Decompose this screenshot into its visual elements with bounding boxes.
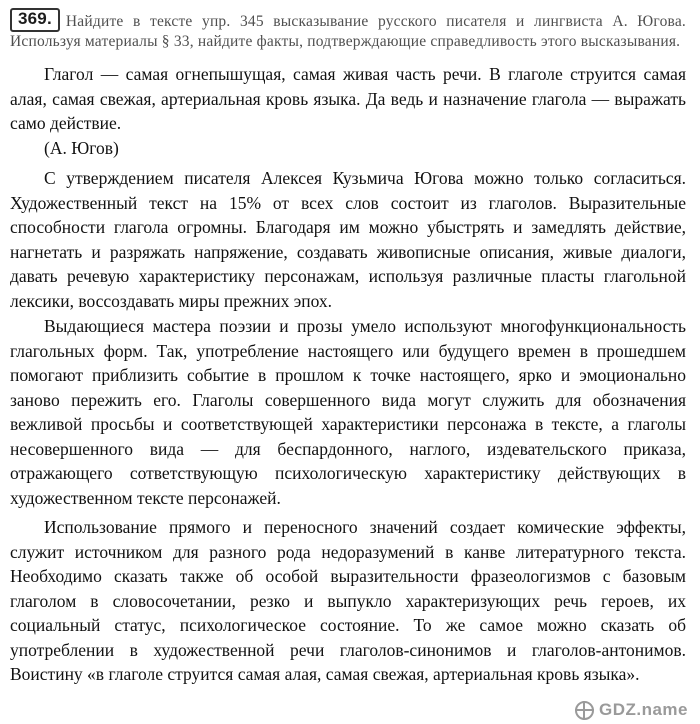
- quote-attribution: (А. Югов): [44, 137, 119, 158]
- quote-paragraph: Глагол — самая огнепышущая, самая живая часть речи. В глаголе струится самая алая, самая свежая, артериальная кровь языка. Да ведь и назначение глагола — выражать само действие.: [10, 64, 686, 134]
- watermark-label: GDZ.name: [598, 700, 688, 719]
- exercise-instruction: Найдите в тексте упр. 345 высказывание русского писателя и лингвиста А. Югова. Используя материалы § 33, найдите факты, подтверждающие справедливость этого высказывания.: [10, 13, 686, 51]
- exercise-header: [10, 8, 686, 52]
- answer-paragraph-2: Выдающиеся мастера поэзии и прозы умело используют многофункциональность глагольных форм. Так, употребление настоящего или будущего времен в прошедшем помогают приблизить событие в прошлом к точке настоящего, ярко и эмоционально заново пережить его. Глаголы совершенного вида могут служить для обозначения вежливой просьбы и соответствующей характеристики персонажа в тексте, а глаголы несовершенного вида — для беспардонного, наглого, издевательского приказа, отражающего сответствующую психологическую характеристику действующих в художественном тексте персонажей.: [10, 316, 686, 508]
- answer-paragraph-1: С утверждением писателя Алексея Кузьмича Югова можно только согласиться. Художественный текст на 15% от всех слов состоит из глаголов. Выразительные способности глагола огромны. Благодаря им можно убыстрять и замедлять действие, нагнетать и разряжать напряжение, создавать живописные описания, живые диалоги, давать речевую характеристику персонажам, используя различные пласты глагольной лексики, воссоздавать миры прежних эпох.: [10, 168, 686, 311]
- globe-icon: [575, 701, 594, 720]
- watermark: [575, 700, 688, 720]
- exercise-number: 369.: [10, 8, 60, 32]
- answer-paragraph-3: Использование прямого и переносного значений создает комические эффекты, служит источником для разного рода недоразумений в канве литературного текста. Необходимо сказать также об особой выразительности фразеологизмов с базовым глаголом в словосочетании, резко и выпукло характеризующих речь героев, их социальный статус, психологическое состояние. То же самое можно сказать об употреблении в художественной речи глаголов-синонимов и глаголов-антонимов. Воистину «в глаголе струится самая алая, самая свежая, артериальная кровь языка».: [10, 517, 686, 685]
